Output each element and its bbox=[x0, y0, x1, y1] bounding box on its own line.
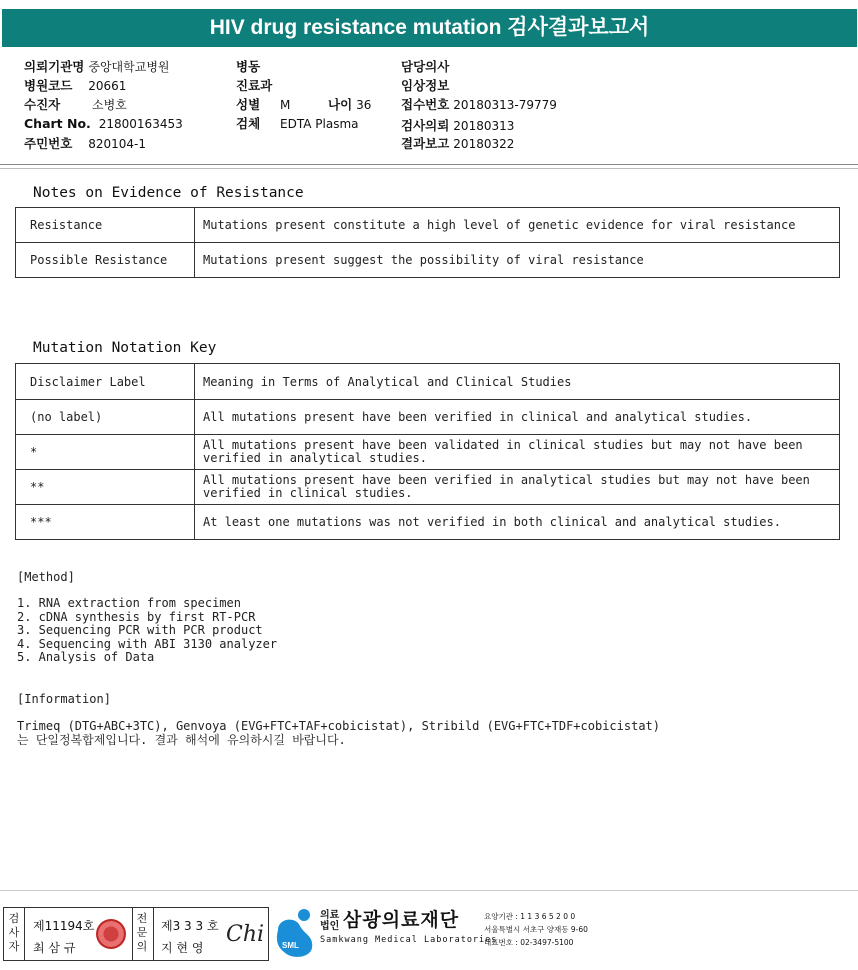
resident-no-label: 주민번호 bbox=[24, 136, 73, 151]
information-heading: [Information] bbox=[17, 692, 111, 706]
evidence-label-cell: Resistance bbox=[16, 208, 195, 243]
patient-label: 수진자 bbox=[24, 97, 61, 112]
notation-table bbox=[15, 363, 840, 540]
information-line-1: Trimeq (DTG+ABC+3TC), Genvoya (EVG+FTC+TAF+cobicistat), Stribild (EVG+FTC+TDF+cobicistat) bbox=[17, 719, 660, 733]
list-item: 4. Sequencing with ABI 3130 analyzer bbox=[17, 636, 278, 651]
ward-label: 병동 bbox=[236, 59, 261, 74]
specialist-number: 제3 3 3 호 bbox=[161, 919, 219, 933]
box-divider bbox=[153, 908, 154, 960]
facility-label: 의뢰기관명 bbox=[24, 59, 85, 74]
report-date-label: 결과보고 bbox=[401, 136, 450, 151]
table-row bbox=[16, 505, 840, 540]
method-list bbox=[17, 597, 277, 665]
report-date-value: 20180322 bbox=[453, 137, 515, 151]
specimen-value: EDTA Plasma bbox=[280, 117, 359, 131]
table-row bbox=[16, 243, 840, 278]
header-divider bbox=[0, 164, 858, 165]
dept-row bbox=[236, 76, 272, 94]
specialist-name: 지 현 영 bbox=[161, 941, 204, 955]
logo-text: SML bbox=[282, 941, 299, 950]
evidence-text-cell: Mutations present suggest the possibility of viral resistance bbox=[195, 243, 840, 278]
list-item: 3. Sequencing PCR with PCR product bbox=[17, 623, 263, 637]
notation-label-cell: * bbox=[16, 435, 195, 470]
specimen-label: 검체 bbox=[236, 116, 261, 131]
report-date-row bbox=[401, 134, 514, 152]
method-heading: [Method] bbox=[17, 570, 75, 584]
hospital-code-value: 20661 bbox=[88, 79, 127, 93]
table-row bbox=[16, 470, 840, 505]
footer-divider bbox=[0, 890, 858, 891]
header-col1-row1 bbox=[24, 57, 170, 75]
table-row bbox=[16, 208, 840, 243]
sml-logo-icon bbox=[272, 906, 316, 958]
request-date-label: 검사의뢰 bbox=[401, 118, 450, 133]
evidence-table bbox=[15, 207, 840, 278]
notation-label-cell: (no label) bbox=[16, 400, 195, 435]
table-row bbox=[16, 364, 840, 400]
notation-text-cell: All mutations present have been verified in clinical and analytical studies. bbox=[195, 400, 840, 435]
inspector-vertical-label: 검 사 자 bbox=[8, 912, 20, 953]
box-divider bbox=[24, 908, 25, 960]
doctor-label: 담당의사 bbox=[401, 59, 450, 74]
receipt-no-value: 20180313-79779 bbox=[453, 98, 557, 112]
age-row bbox=[328, 95, 371, 113]
sex-row bbox=[236, 95, 290, 113]
request-date-value: 20180313 bbox=[453, 119, 515, 133]
notation-label-cell: ** bbox=[16, 470, 195, 505]
hospital-code-label: 병원코드 bbox=[24, 78, 73, 93]
specialist-vertical-label: 전 문 의 bbox=[136, 912, 148, 953]
patient-value: 소병호 bbox=[92, 98, 127, 112]
header-divider-2 bbox=[0, 168, 858, 169]
chart-no-value: 21800163453 bbox=[98, 117, 183, 131]
information-line-2: 는 단일정복합제입니다. 결과 해석에 유의하시길 바랍니다. bbox=[17, 733, 346, 747]
header-col1-row3 bbox=[24, 95, 127, 113]
signature: Chi bbox=[226, 922, 265, 947]
org-prefix: 의료 법인 bbox=[320, 910, 340, 932]
chart-no-label: Chart No. bbox=[24, 116, 91, 131]
ward-row bbox=[236, 57, 260, 75]
list-item: 2. cDNA synthesis by first RT-PCR bbox=[17, 609, 256, 624]
table-row bbox=[16, 435, 840, 470]
report-title: HIV drug resistance mutation 검사결과보고서 bbox=[2, 9, 857, 47]
notation-text-cell: All mutations present have been validated in clinical studies but may not have been verified in analytical studies. bbox=[195, 435, 840, 470]
org-english: Samkwang Medical Laboratories bbox=[320, 935, 498, 945]
sex-label: 성별 bbox=[236, 97, 261, 112]
header-col1-row5 bbox=[24, 134, 146, 152]
signature-box bbox=[3, 907, 269, 961]
notation-label-cell: *** bbox=[16, 505, 195, 540]
resident-no-value: 820104-1 bbox=[88, 137, 146, 151]
age-label: 나이 bbox=[328, 97, 353, 112]
box-divider bbox=[132, 908, 133, 960]
evidence-text-cell: Mutations present constitute a high level of genetic evidence for viral resistance bbox=[195, 208, 840, 243]
specimen-row bbox=[236, 114, 359, 132]
evidence-label-cell: Possible Resistance bbox=[16, 243, 195, 278]
notation-header-label: Disclaimer Label bbox=[16, 364, 195, 400]
notation-text-cell: At least one mutations was not verified in both clinical and analytical studies. bbox=[195, 505, 840, 540]
list-item: 1. RNA extraction from specimen bbox=[17, 596, 241, 610]
clinical-info-row bbox=[401, 76, 449, 94]
list-item: 5. Analysis of Data bbox=[17, 650, 155, 664]
age-value: 36 bbox=[356, 98, 372, 112]
inspector-name: 최 삼 규 bbox=[33, 941, 76, 955]
table-row bbox=[16, 400, 840, 435]
request-date-row bbox=[401, 116, 514, 134]
facility-value: 중앙대학교병원 bbox=[88, 60, 170, 74]
clinical-info-label: 임상정보 bbox=[401, 78, 450, 93]
inspector-number: 제11194호 bbox=[33, 919, 95, 933]
sex-value: M bbox=[280, 98, 291, 112]
doctor-row bbox=[401, 57, 449, 75]
notation-text-cell: All mutations present have been verified in analytical studies but may not have been verified in clinical studies. bbox=[195, 470, 840, 505]
notation-title: Mutation Notation Key bbox=[33, 340, 217, 356]
information-body bbox=[17, 719, 660, 747]
header-col1-row4 bbox=[24, 116, 183, 131]
receipt-no-row bbox=[401, 95, 557, 113]
org-name: 삼광의료재단 bbox=[343, 909, 460, 931]
dept-label: 진료과 bbox=[236, 78, 273, 93]
notation-header-text: Meaning in Terms of Analytical and Clinical Studies bbox=[195, 364, 840, 400]
receipt-no-label: 접수번호 bbox=[401, 97, 450, 112]
org-info: 요양기관 : 1 1 3 6 5 2 0 0 서울특별시 서초구 양재동 9-60 대표번호 : 02-3497-5100 bbox=[484, 912, 588, 947]
footer bbox=[0, 902, 858, 970]
seal-stamp-icon bbox=[96, 919, 126, 949]
evidence-title: Notes on Evidence of Resistance bbox=[33, 185, 304, 201]
header-col1-row2 bbox=[24, 76, 126, 94]
